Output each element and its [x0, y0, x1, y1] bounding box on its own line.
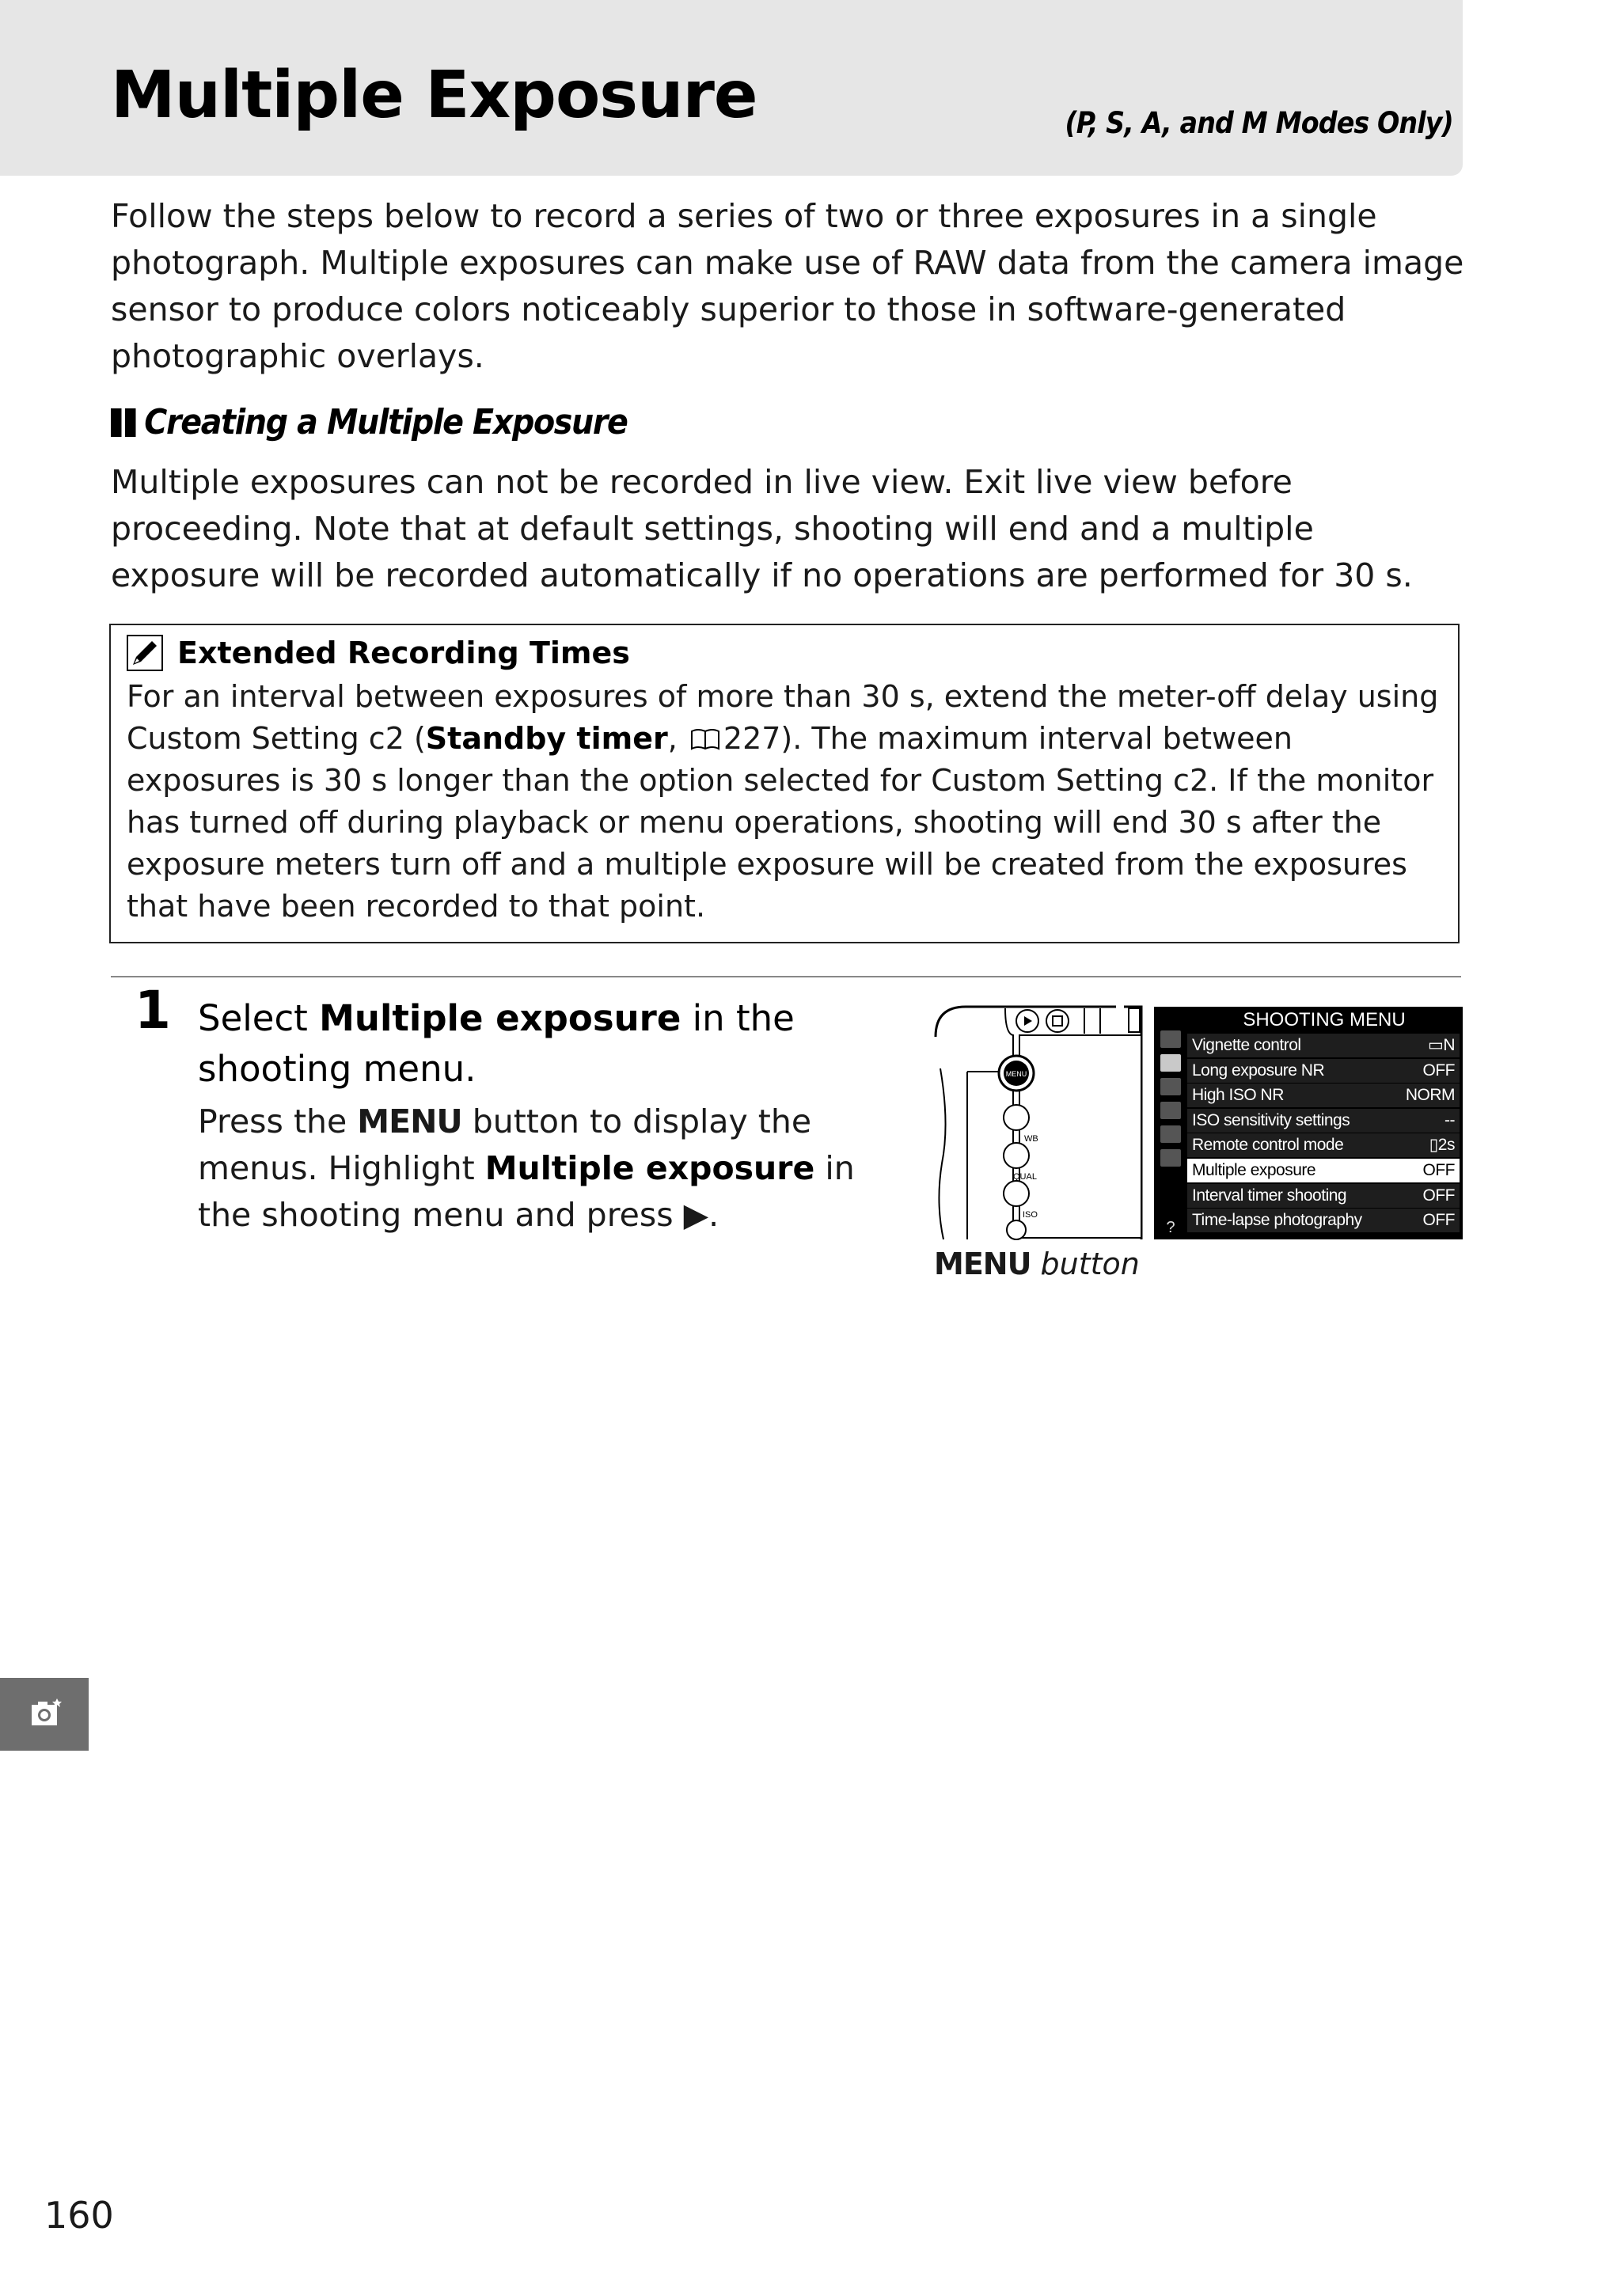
menu-item-list: [1187, 1034, 1460, 1234]
menu-item[interactable]: [1187, 1184, 1460, 1208]
caption-menu-label: MENU: [934, 1247, 1031, 1281]
my-menu-tab-icon[interactable]: [1160, 1149, 1181, 1167]
intro-paragraph: Follow the steps below to record a series of two or three exposures in a single photograph. Multiple exposures can make use of RAW data from the camera image sensor to produce colors noticeably superior to those in software-generated photographic overlays.: [111, 197, 1464, 375]
step-title-term: Multiple exposure: [319, 997, 681, 1039]
section-marker-icon: [111, 408, 136, 437]
page-reference[interactable]: 227: [723, 721, 781, 756]
menu-item-label: Time-lapse photography: [1192, 1211, 1362, 1230]
menu-item-value: NORM: [1405, 1086, 1455, 1105]
section-body: Multiple exposures can not be recorded in live view. Exit live view before proceeding. Note that at default settings, shooting will end and a multiple exposure will be recorded automatically if no operations are performed for 30 s.: [111, 463, 1413, 594]
divider: [111, 976, 1461, 977]
menu-key-label: MENU: [1005, 1070, 1027, 1078]
shooting-tab-icon[interactable]: [1160, 1054, 1181, 1072]
menu-item-value: OFF: [1422, 1061, 1455, 1080]
menu-item-value: OFF: [1422, 1186, 1455, 1205]
note-heading: [127, 635, 630, 671]
note-text-part: ). The maximum interval between exposures is 30 s longer than the option selected for Custom Setting c2. If the monitor has turned off during playback or menu operations, shooting will end 30 s after the exposure meters turn off and a multiple exposure will be created from the exposures that have been recorded to that point.: [127, 721, 1434, 924]
camera-back-illustration: [934, 1005, 1145, 1241]
step-body-term: Multiple exposure: [484, 1149, 815, 1187]
playback-tab-icon[interactable]: [1160, 1030, 1181, 1048]
menu-item[interactable]: [1187, 1083, 1460, 1107]
note-text-part: ,: [667, 721, 687, 756]
step-body: [198, 1099, 910, 1239]
step-body-part: in the shooting menu and press: [198, 1149, 855, 1234]
step-body-part: button to display the menus. Highlight: [198, 1102, 812, 1187]
setup-tab-icon[interactable]: [1160, 1102, 1181, 1119]
menu-item[interactable]: [1187, 1034, 1460, 1057]
menu-item-value: ▭N: [1427, 1036, 1455, 1054]
step-title-part: Select: [198, 997, 320, 1039]
step-title: [198, 993, 910, 1095]
menu-item-label: High ISO NR: [1192, 1086, 1284, 1105]
note-text-part: For an interval between exposures of more than 30 s, extend the meter-off delay using Custom Setting c2 (: [127, 679, 1439, 756]
iso-key-label: ISO: [1023, 1210, 1038, 1220]
custom-settings-tab-icon[interactable]: [1160, 1078, 1181, 1095]
note-box: [109, 624, 1460, 943]
step-body-part: Press the: [198, 1102, 358, 1140]
menu-item-selected[interactable]: [1187, 1159, 1460, 1182]
menu-item-value: OFF: [1422, 1160, 1455, 1179]
qual-key-label: QUAL: [1013, 1172, 1037, 1182]
page-number: 160: [44, 2194, 114, 2237]
menu-item-label: Long exposure NR: [1192, 1061, 1325, 1080]
menu-item-value: --: [1444, 1110, 1455, 1129]
menu-button-caption: [934, 1247, 1140, 1281]
note-heading-text: Extended Recording Times: [177, 636, 630, 670]
menu-item[interactable]: [1187, 1209, 1460, 1232]
menu-item-label: Remote control mode: [1192, 1136, 1344, 1155]
book-icon: [690, 728, 720, 750]
retouch-tab-icon[interactable]: [1160, 1125, 1181, 1143]
menu-item-label: Interval timer shooting: [1192, 1186, 1347, 1205]
shooting-menu-side-tab: [0, 1678, 89, 1751]
menu-item-label: Multiple exposure: [1192, 1160, 1316, 1179]
menu-item-label: ISO sensitivity settings: [1192, 1110, 1350, 1129]
menu-screen-title: SHOOTING MENU: [1243, 1009, 1406, 1030]
step-title-part: in the shooting menu.: [198, 997, 795, 1090]
menu-item-value: ▯2s: [1429, 1136, 1455, 1155]
pencil-icon: [127, 635, 163, 671]
menu-item-label: Vignette control: [1192, 1036, 1301, 1054]
section-heading-text: Creating a Multiple Exposure: [144, 402, 628, 442]
page-title: Multiple Exposure: [111, 58, 757, 133]
wb-key-label: WB: [1024, 1134, 1038, 1144]
modes-note: (P, S, A, and M Modes Only): [1065, 106, 1453, 140]
menu-item[interactable]: [1187, 1133, 1460, 1157]
section-heading: [111, 402, 628, 442]
standby-timer-term: Standby timer: [425, 721, 668, 756]
step-number: 1: [135, 980, 171, 1041]
shooting-menu-screen: [1154, 1007, 1463, 1239]
menu-button-label: MENU: [357, 1102, 462, 1140]
step-body-part: .: [708, 1196, 719, 1234]
note-text: [127, 676, 1448, 928]
menu-item-value: OFF: [1422, 1211, 1455, 1230]
menu-sidebar: [1157, 1024, 1184, 1238]
help-icon[interactable]: ?: [1166, 1219, 1175, 1236]
shooting-menu-icon: [30, 1697, 62, 1729]
menu-item[interactable]: [1187, 1059, 1460, 1083]
right-arrow-icon: ▶: [683, 1196, 709, 1234]
menu-item[interactable]: [1187, 1109, 1460, 1133]
caption-word: button: [1031, 1247, 1140, 1281]
